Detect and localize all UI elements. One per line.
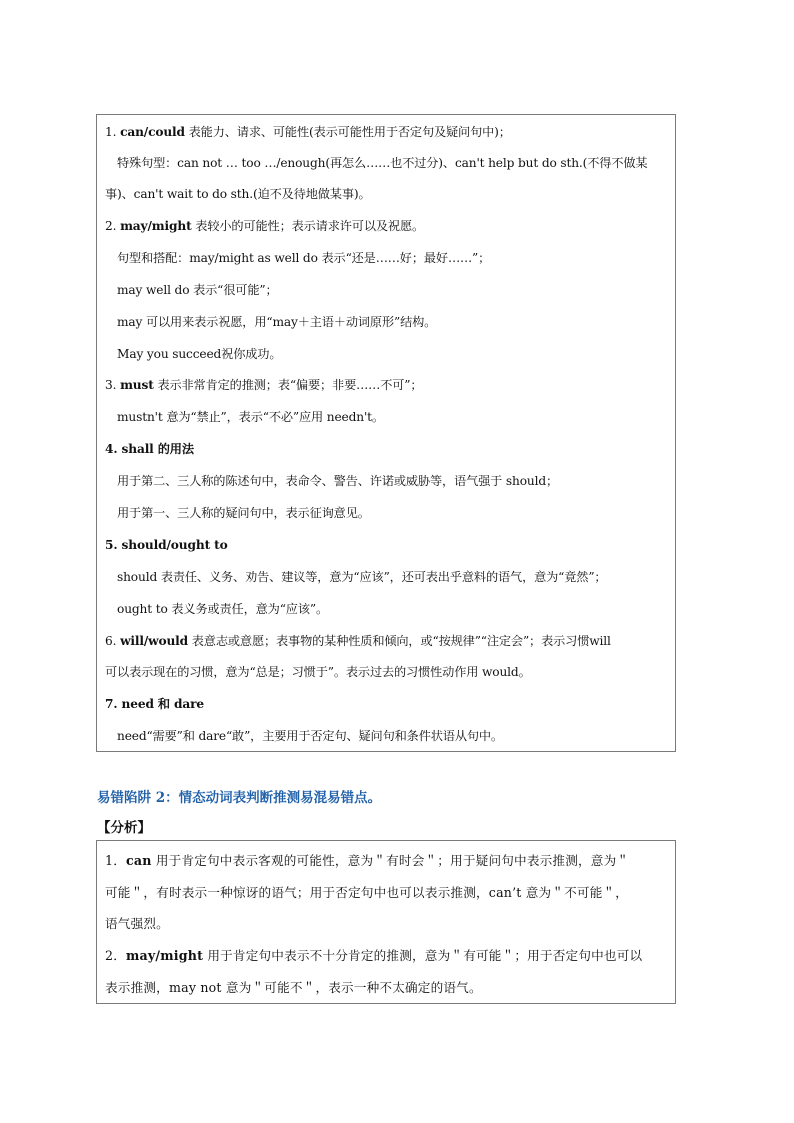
item-may-line3: may 可以用来表示祝愿，用“may＋主语＋动词原形”结构。: [117, 315, 437, 329]
item-can-heading: 1. can/could 表能力、请求、可能性(表示可能性用于否定句及疑问句中)；: [105, 125, 511, 139]
item-will-heading: 6. will/would 表意志或意愿；表事物的某种性质和倾向，或“按规律”“注定会”；表示习惯will: [105, 634, 611, 648]
item-should-heading: 5. should/ought to: [105, 538, 228, 552]
item-may-line1: 句型和搭配：may/might as well do 表示“还是……好；最好……”；: [117, 251, 491, 265]
item-may-heading: 2. may/might 表较小的可能性；表示请求许可以及祝愿。: [105, 219, 425, 233]
item-will-line2: 可以表示现在的习惯，意为“总是；习惯于”。表示过去的习惯性动作用 would。: [105, 665, 531, 679]
item-should-line2: ought to 表义务或责任，意为“应该”。: [117, 602, 328, 616]
item-can-pattern-line2: 事)、can't wait to do sth.(迫不及待地做某事)。: [105, 187, 371, 201]
item-shall-line2: 用于第一、三人称的疑问句中，表示征询意见。: [117, 506, 370, 520]
item-must-line1: mustn't 意为“禁止”，表示“不必”应用 needn't。: [117, 410, 384, 424]
item-should-line1: should 表责任、义务、劝告、建议等，意为“应该”，还可表出乎意料的语气，意为“竟然”；: [117, 570, 607, 584]
item-can-pattern-line1: 特殊句型：can not … too …/enough(再怎么……也不过分)、can't help but do sth.(不得不做某: [117, 156, 648, 170]
analysis-p1-line3: 语气强烈。: [105, 916, 169, 931]
item-may-line4: May you succeed祝你成功。: [117, 347, 282, 361]
item-must-heading: 3. must 表示非常肯定的推测；表“偏要；非要……不可”；: [105, 378, 423, 392]
item-may-line2: may well do 表示“很可能”；: [117, 283, 278, 297]
item-shall-line1: 用于第二、三人称的陈述句中，表命令、警告、许诺或威胁等，语气强于 should；: [117, 474, 559, 488]
analysis-p2-line1: 2．may/might 用于肯定句中表示不十分肯定的推测，意为＂有可能＂；用于否定句中也可以: [105, 948, 643, 963]
item-need-line1: need“需要”和 dare“敢”，主要用于否定句、疑问句和条件状语从句中。: [117, 729, 503, 743]
item-shall-heading: 4. shall 的用法: [105, 442, 194, 456]
analysis-p1-line2: 可能＂，有时表示一种惊讶的语气；用于否定句中也可以表示推测，can’t 意为＂不可能＂，: [105, 885, 629, 900]
item-need-heading: 7. need 和 dare: [105, 697, 205, 711]
analysis-label: 【分析】: [97, 820, 151, 836]
section-title: 易错陷阱 2：情态动词表判断推测易混易错点。: [97, 790, 382, 806]
analysis-box: [96, 840, 676, 1004]
modal-verbs-summary-box: [96, 114, 676, 752]
analysis-p2-line2: 表示推测，may not 意为＂可能不＂，表示一种不太确定的语气。: [105, 980, 482, 995]
analysis-p1-line1: 1．can 用于肯定句中表示客观的可能性，意为＂有时会＂；用于疑问句中表示推测，意为＂: [105, 853, 630, 868]
